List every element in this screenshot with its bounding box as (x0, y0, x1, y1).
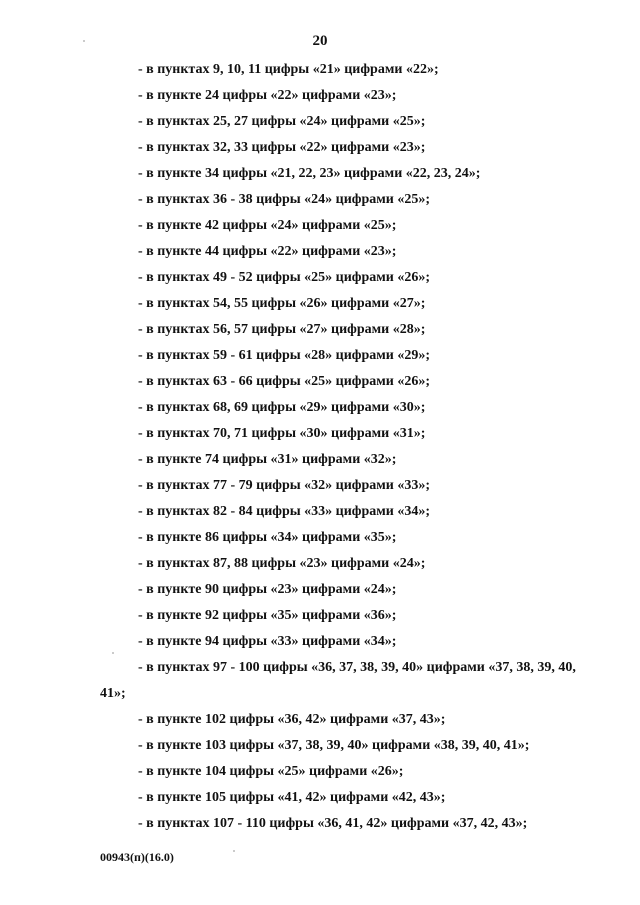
list-item-text: - в пунктах 77 - 79 цифры «32» цифрами «33»; (138, 478, 431, 493)
list-item (0, 109, 640, 135)
list-item (0, 213, 640, 239)
list-item-text: - в пункте 94 цифры «33» цифрами «34»; (138, 634, 397, 649)
list-item (0, 447, 640, 473)
list-item-text: - в пунктах 36 - 38 цифры «24» цифрами «25»; (138, 192, 431, 207)
list-item-text: - в пункте 44 цифры «22» цифрами «23»; (138, 244, 397, 259)
list-item (0, 707, 640, 733)
scan-speck (112, 652, 114, 654)
list-item (0, 343, 640, 369)
document-code: 00943(п)(16.0) (100, 850, 174, 864)
list-item-text: 41»; (100, 686, 126, 701)
list-item-text: - в пунктах 107 - 110 цифры «36, 41, 42» цифрами «37, 42, 43»; (138, 816, 528, 831)
list-item (0, 551, 640, 577)
list-item-text: - в пунктах 56, 57 цифры «27» цифрами «28»; (138, 322, 426, 337)
list-item (0, 733, 640, 759)
list-item-text: - в пунктах 32, 33 цифры «22» цифрами «23»; (138, 140, 426, 155)
list-item (0, 473, 640, 499)
list-item (0, 135, 640, 161)
list-item (0, 317, 640, 343)
list-item (0, 655, 640, 681)
list-item (0, 369, 640, 395)
list-item (0, 785, 640, 811)
list-item-text: - в пункте 86 цифры «34» цифрами «35»; (138, 530, 397, 545)
list-item-text: - в пунктах 70, 71 цифры «30» цифрами «31»; (138, 426, 426, 441)
list-item-text: - в пункте 103 цифры «37, 38, 39, 40» цифрами «38, 39, 40, 41»; (138, 738, 530, 753)
amendment-list (0, 57, 640, 837)
list-item-text: - в пункте 34 цифры «21, 22, 23» цифрами «22, 23, 24»; (138, 166, 481, 181)
list-item-text: - в пунктах 68, 69 цифры «29» цифрами «30»; (138, 400, 426, 415)
list-item-text: - в пунктах 25, 27 цифры «24» цифрами «25»; (138, 114, 426, 129)
list-item (0, 603, 640, 629)
scan-speck (233, 850, 235, 852)
list-item-text: - в пунктах 97 - 100 цифры «36, 37, 38, 39, 40» цифрами «37, 38, 39, 40, (138, 660, 576, 675)
list-item (0, 395, 640, 421)
list-item (0, 83, 640, 109)
list-item-text: - в пунктах 63 - 66 цифры «25» цифрами «26»; (138, 374, 431, 389)
list-item-continuation (0, 681, 640, 707)
list-item-text: - в пункте 104 цифры «25» цифрами «26»; (138, 764, 404, 779)
list-item-text: - в пункте 42 цифры «24» цифрами «25»; (138, 218, 397, 233)
page-number: 20 (312, 33, 328, 49)
list-item (0, 811, 640, 837)
list-item (0, 499, 640, 525)
list-item-text: - в пунктах 9, 10, 11 цифры «21» цифрами «22»; (138, 62, 439, 77)
list-item-text: - в пунктах 59 - 61 цифры «28» цифрами «29»; (138, 348, 431, 363)
list-item (0, 187, 640, 213)
list-item (0, 265, 640, 291)
scan-speck (83, 40, 85, 42)
list-item (0, 759, 640, 785)
list-item-text: - в пункте 24 цифры «22» цифрами «23»; (138, 88, 397, 103)
list-item-text: - в пунктах 87, 88 цифры «23» цифрами «24»; (138, 556, 426, 571)
list-item (0, 629, 640, 655)
list-item-text: - в пункте 92 цифры «35» цифрами «36»; (138, 608, 397, 623)
list-item (0, 57, 640, 83)
list-item-text: - в пункте 74 цифры «31» цифрами «32»; (138, 452, 397, 467)
list-item (0, 525, 640, 551)
list-item (0, 291, 640, 317)
list-item-text: - в пунктах 82 - 84 цифры «33» цифрами «34»; (138, 504, 431, 519)
list-item-text: - в пункте 102 цифры «36, 42» цифрами «37, 43»; (138, 712, 446, 727)
list-item-text: - в пункте 105 цифры «41, 42» цифрами «42, 43»; (138, 790, 446, 805)
list-item (0, 161, 640, 187)
list-item-text: - в пунктах 54, 55 цифры «26» цифрами «27»; (138, 296, 426, 311)
list-item (0, 421, 640, 447)
list-item (0, 577, 640, 603)
list-item-text: - в пунктах 49 - 52 цифры «25» цифрами «26»; (138, 270, 431, 285)
list-item (0, 239, 640, 265)
list-item-text: - в пункте 90 цифры «23» цифрами «24»; (138, 582, 397, 597)
